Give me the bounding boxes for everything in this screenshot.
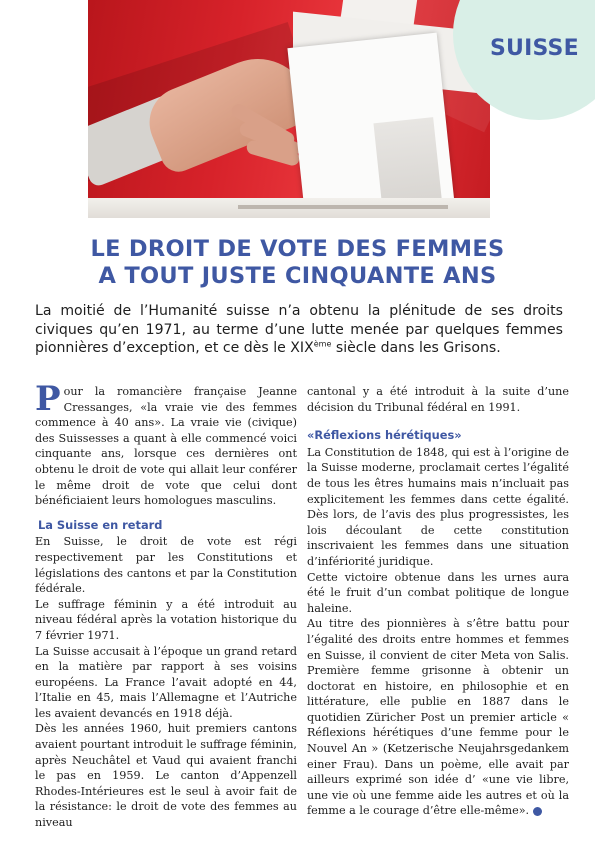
continuation-paragraph: cantonal y a été introduit à la suite d’une décision du Tribunal fédéral en 1991. (307, 385, 569, 414)
body-paragraph: La Suisse accusait à l’époque un grand retard en la matière par rapport à ses voisins européens. La France l’avait adopté en 44, l’Italie en 45, mais l’Allemagne et l’Autriche les avaient devancés en 1918 déjà. (35, 644, 297, 720)
intro-paragraph (35, 379, 297, 509)
section-badge-label: SUISSE (490, 36, 579, 61)
lead-tail: siècle dans les Grisons. (331, 340, 501, 356)
body-paragraph: La Constitution de 1848, qui est à l’origine de la Suisse moderne, proclamait certes l’égalité de tous les êtres humains mais n’incluait pas explicitement les femmes dans cette égalité. Dès lors, de l’avis des plus progressistes, les lois découlant de cette constitution inscrivaient les femmes dans une situation d’infériorité juridique. (307, 445, 569, 568)
body-paragraph: Le suffrage féminin y a été introduit au niveau fédéral après la votation historique du 7 février 1971. (35, 597, 297, 642)
body-paragraph-final (307, 616, 569, 819)
right-column (307, 384, 569, 819)
subheading-suisse-en-retard: La Suisse en retard (38, 517, 163, 532)
article-title-line1: LE DROIT DE VOTE DES FEMMES (90, 236, 505, 262)
lead-text: La moitié de l’Humanité suisse n’a obtenu la plénitude de ses droits civiques qu’en 1971, au terme d’une lutte menée par quelques femmes pionnières d’exception, et ce dès le XIX (35, 303, 563, 356)
article-title-line2: A TOUT JUSTE CINQUANTE ANS (98, 263, 497, 289)
article-lead (35, 302, 563, 358)
header-photo-ballot (88, 0, 490, 218)
body-paragraph: En Suisse, le droit de vote est régi respectivement par les Constitutions et législations des cantons et par la Constitution fédérale. (35, 535, 297, 596)
subheading-reflexions-heretiques: «Réflexions hérétiques» (307, 428, 462, 443)
drop-cap: P (35, 379, 61, 419)
article-title (0, 236, 595, 290)
final-text: Au titre des pionnières à s’être battu pour l’égalité des droits entre hommes et femmes en Suisse, il convient de citer Meta von Salis. Première femme grisonne à obtenir un doctorat en histoire, en philosophie et en littérature, elle publie en 1887 dans le quotidien Züricher Post un premier article « Réflexions hérétiques d’une femme pour le Nouvel An » (Ketzerische Neujahrsgedankem einer Frau). Dans un poème, elle avait par ailleurs exprimé son idée d’ «une vie libre, une vie où une femme aide les autres et où la femme a le courage d’être elle-même». (307, 617, 569, 818)
body-paragraph: Dès les années 1960, huit premiers cantons avaient pourtant introduit le suffrage féminin, après Neuchâtel et Vaud qui avaient franchi le pas en 1959. Le canton d’Appenzell Rhodes-Intérieures est le seul à avoir fait de la résistance: le droit de vote des femmes au niveau (35, 722, 297, 830)
intro-text: our la romancière française Jeanne Cressanges, «la vraie vie des femmes commence à 40 ans». La vraie vie (civique) des Suissesses a quant à elle commencé voici cinquante ans, lorsque ces dernières ont obtenu le droit de vote qui allait leur conférer le même droit de vote que celui dont bénéficiaient leurs homologues masculins. (35, 385, 297, 508)
end-of-article-dot-icon (533, 807, 542, 816)
body-paragraph: Cette victoire obtenue dans les urnes aura été le fruit d’un combat politique de longue haleine. (307, 570, 569, 615)
left-column (35, 379, 297, 831)
lead-superscript: ème (313, 339, 332, 349)
